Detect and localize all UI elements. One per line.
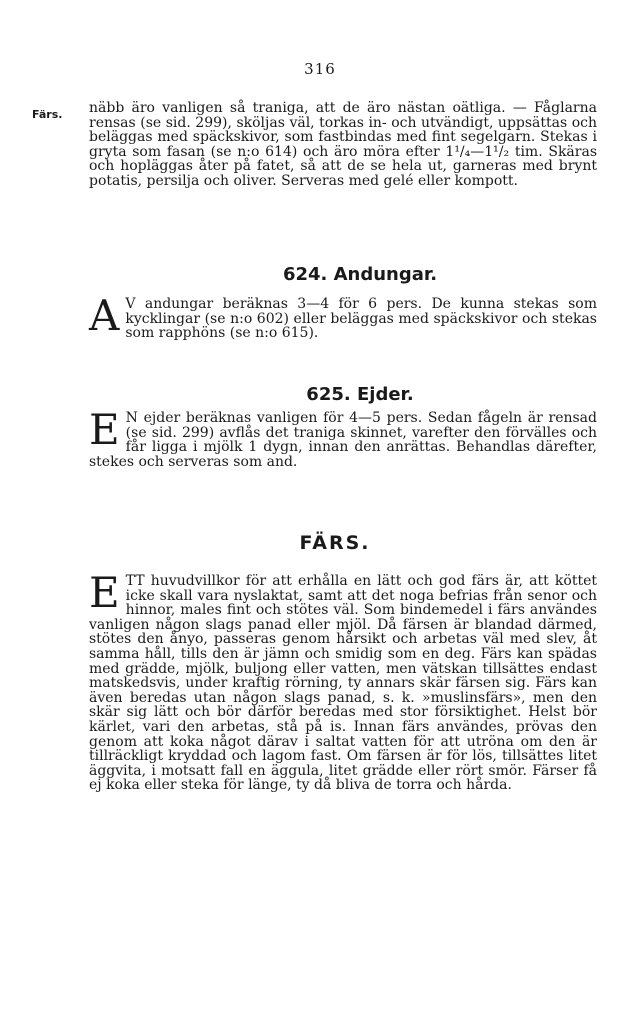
dropcap: E <box>89 405 120 454</box>
section-text: N ejder beräknas vanligen för 4—5 pers. Sedan fågeln är rensad (se sid. 299) avflås det traniga skinnet, varefter den förvälles och får ligga i mjölk 1 dygn, innan den anrättas. Behandlas därefter, stekes och serveras som and. <box>89 410 597 470</box>
intro-paragraph: näbb äro vanligen så traniga, att de äro nästan oätliga. — Fåglarna rensas (se sid. 299), sköljas väl, torkas in- och utvändigt, uppsättas och beläggas med späckskivor, som fastbindas med fint segelgarn. Stekas i gryta som fasan (se n:o 614) och äro möra efter 1¹/₄—1¹/₂ tim. Skäras och hopläggas åter på fatet, så att de se hela ut, garneras med brynt potatis, persilja och oliver. Serveras med gelé eller kompott. <box>89 100 597 189</box>
dropcap: E <box>89 568 120 617</box>
chapter-heading-fars: FÄRS. <box>299 532 371 554</box>
section-text: TT huvudvillkor för att erhålla en lätt och god färs är, att köttet icke skall vara nyslaktat, samt att det noga befrias från senor och hinnor, males fint och stötes väl. Som bindemedel i färs användes vanligen någon slags panad eller mjöl. Då färsen är blandad därmed, stötes den ånyo, passeras genom hårsikt och arbetas väl med slev, åt samma håll, tills den är jämn och smidig som en deg. Färs kan spädas med grädde, mjölk, buljong eller vatten, men vätskan tillsättes endast matskedsvis, under kraftig rörning, ty annars skär färsen sig. Färs kan även beredas utan någon slags panad, s. k. »muslinsfärs», men den skär sig lätt och bör därför beredas med stor försiktighet. Helst bör kärlet, vari den arbetas, stå på is. Innan färs användes, prövas den genom att koka något därav i saltat vatten för att utröna om den är tillräckligt kryddad och lagom fast. Om färsen är för lös, tillsättes litet äggvita, i motsatt fall en äggula, litet grädde eller rört smör. Färser få ej koka eller steka för länge, ty då bliva de torra och hårda. <box>89 573 597 794</box>
dropcap: A <box>89 291 120 340</box>
section-body-ejder <box>89 405 597 470</box>
section-text: V andungar beräknas 3—4 för 6 pers. De kunna stekas som kycklingar (se n:o 602) eller beläggas med späckskivor och stekas som rapphöns (se n:o 615). <box>125 296 597 342</box>
running-side-label: Färs. <box>32 108 63 121</box>
section-body-fars <box>89 568 597 794</box>
section-heading-andungar: 624. Andungar. <box>282 264 438 285</box>
page-number: 316 <box>304 60 336 78</box>
section-heading-ejder: 625. Ejder. <box>306 384 414 405</box>
section-body-andungar <box>89 291 597 342</box>
